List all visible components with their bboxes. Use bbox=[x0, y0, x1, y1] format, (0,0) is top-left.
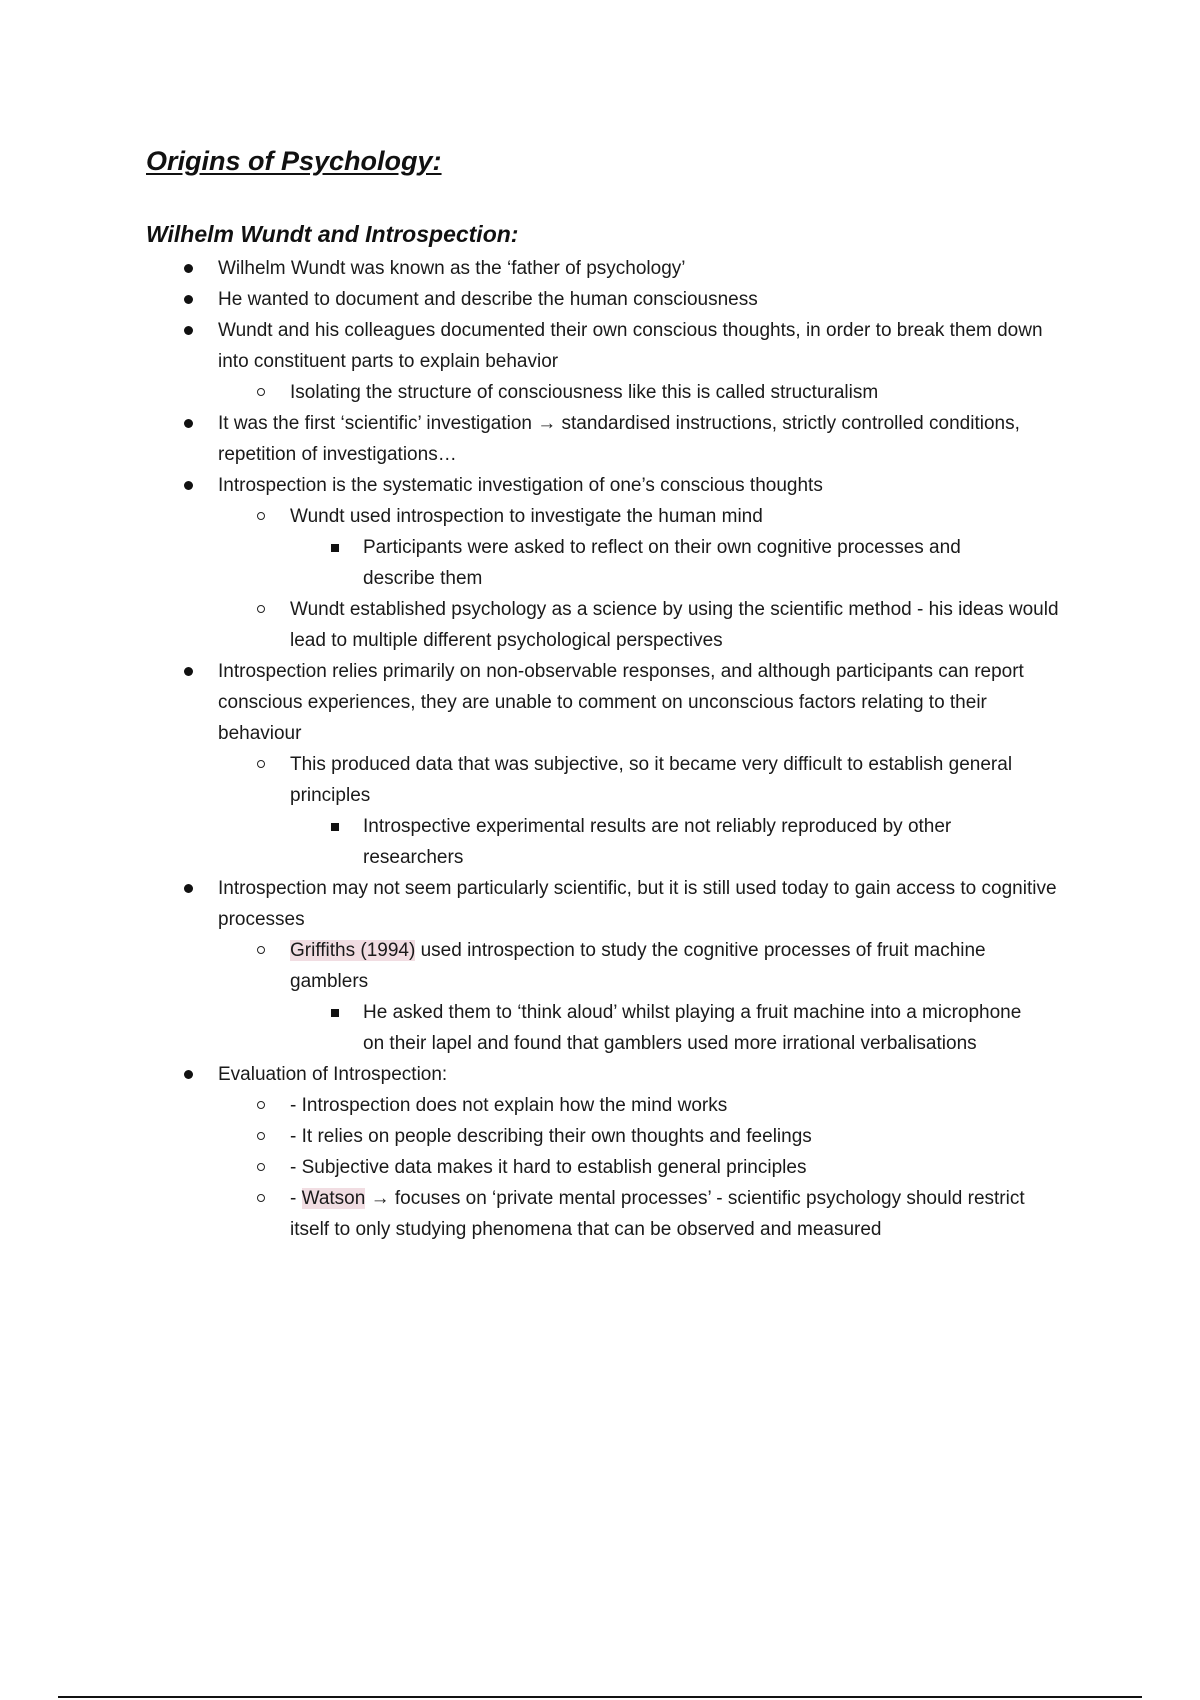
footer-rule bbox=[58, 1696, 1142, 1698]
section-heading: Wilhelm Wundt and Introspection: bbox=[146, 221, 519, 247]
text-segment: - Subjective data makes it hard to establish general principles bbox=[290, 1157, 807, 1178]
list-item bbox=[0, 811, 1023, 873]
list-item-text bbox=[218, 253, 1058, 284]
list-item bbox=[0, 935, 1060, 997]
filled-circle-bullet-icon bbox=[184, 667, 193, 676]
text-segment: He wanted to document and describe the human consciousness bbox=[218, 289, 758, 310]
filled-circle-bullet-icon bbox=[184, 481, 193, 490]
text-segment: Wundt and his colleagues documented their own conscious thoughts, in order to break them down into constituent parts to explain behavior bbox=[218, 320, 1043, 372]
highlighted-reference: Watson bbox=[301, 1188, 366, 1209]
text-segment: It was the first ‘scientific’ investigation → standardised instructions, strictly controlled conditions, repetition of investigations… bbox=[218, 413, 1020, 465]
list-item-text bbox=[218, 315, 1058, 377]
list-item-text bbox=[290, 1121, 1060, 1152]
text-segment: Evaluation of Introspection: bbox=[218, 1064, 448, 1085]
list-item bbox=[0, 408, 1058, 470]
list-item bbox=[0, 873, 1058, 935]
list-item-text bbox=[290, 935, 1060, 997]
text-segment: Wundt established psychology as a science by using the scientific method - his ideas would lead to multiple different psychological perspectives bbox=[290, 599, 1059, 651]
list-item bbox=[0, 253, 1058, 284]
list-item bbox=[0, 470, 1058, 501]
filled-square-bullet-icon bbox=[331, 1009, 339, 1017]
filled-circle-bullet-icon bbox=[184, 419, 193, 428]
list-item-text bbox=[218, 470, 1058, 501]
list-item-text bbox=[218, 873, 1058, 935]
text-segment: This produced data that was subjective, so it became very difficult to establish general principles bbox=[290, 754, 1013, 806]
list-item bbox=[0, 749, 1060, 811]
list-item bbox=[0, 1059, 1058, 1090]
list-item-text bbox=[290, 1183, 1060, 1245]
hollow-circle-bullet-icon bbox=[257, 388, 265, 396]
hollow-circle-bullet-icon bbox=[257, 1194, 265, 1202]
highlighted-reference: Griffiths (1994) bbox=[290, 940, 416, 961]
text-segment: - It relies on people describing their own thoughts and feelings bbox=[290, 1126, 812, 1147]
list-item-text bbox=[363, 532, 1023, 594]
hollow-circle-bullet-icon bbox=[257, 1101, 265, 1109]
filled-circle-bullet-icon bbox=[184, 295, 193, 304]
text-segment: He asked them to ‘think aloud’ whilst playing a fruit machine into a microphone on their lapel and found that gamblers used more irrational verbalisations bbox=[363, 1002, 1022, 1054]
hollow-circle-bullet-icon bbox=[257, 605, 265, 613]
list-item-text bbox=[290, 1090, 1060, 1121]
list-item-text bbox=[290, 594, 1060, 656]
list-item-text bbox=[218, 408, 1058, 470]
hollow-circle-bullet-icon bbox=[257, 760, 265, 768]
text-segment: Wundt used introspection to investigate the human mind bbox=[290, 506, 763, 527]
hollow-circle-bullet-icon bbox=[257, 946, 265, 954]
text-segment: Wilhelm Wundt was known as the ‘father of psychology’ bbox=[218, 258, 686, 279]
text-segment: used introspection to study the cognitive processes of fruit machine gamblers bbox=[290, 940, 986, 992]
list-item-text bbox=[290, 501, 1060, 532]
filled-circle-bullet-icon bbox=[184, 264, 193, 273]
page-title: Origins of Psychology: bbox=[146, 146, 442, 176]
list-item bbox=[0, 1090, 1060, 1121]
list-item bbox=[0, 501, 1060, 532]
list-item bbox=[0, 315, 1058, 377]
text-segment: Introspective experimental results are not reliably reproduced by other researchers bbox=[363, 816, 952, 868]
list-item bbox=[0, 532, 1023, 594]
list-item bbox=[0, 594, 1060, 656]
list-item bbox=[0, 1152, 1060, 1183]
text-segment: Participants were asked to reflect on their own cognitive processes and describe them bbox=[363, 537, 961, 589]
list-item-text bbox=[218, 1059, 1058, 1090]
hollow-circle-bullet-icon bbox=[257, 1163, 265, 1171]
list-item-text bbox=[290, 1152, 1060, 1183]
list-item bbox=[0, 284, 1058, 315]
hollow-circle-bullet-icon bbox=[257, 512, 265, 520]
list-item-text bbox=[290, 749, 1060, 811]
list-item-text bbox=[363, 997, 1023, 1059]
list-item bbox=[0, 656, 1058, 749]
filled-square-bullet-icon bbox=[331, 544, 339, 552]
text-segment: - bbox=[290, 1188, 302, 1209]
list-item bbox=[0, 997, 1023, 1059]
text-segment: Introspection relies primarily on non-observable responses, and although participants can report conscious experiences, they are unable to comment on unconscious factors relating to their behaviour bbox=[218, 661, 1024, 744]
filled-square-bullet-icon bbox=[331, 823, 339, 831]
text-segment: → focuses on ‘private mental processes’ - scientific psychology should restrict itself to only studying phenomena that can be observed and measured bbox=[290, 1188, 1025, 1240]
hollow-circle-bullet-icon bbox=[257, 1132, 265, 1140]
list-item-text bbox=[218, 284, 1058, 315]
list-item-text bbox=[218, 656, 1058, 749]
filled-circle-bullet-icon bbox=[184, 884, 193, 893]
notes-list bbox=[0, 253, 1200, 1245]
text-segment: Introspection may not seem particularly scientific, but it is still used today to gain access to cognitive processes bbox=[218, 878, 1057, 930]
text-segment: - Introspection does not explain how the mind works bbox=[290, 1095, 728, 1116]
text-segment: Isolating the structure of consciousness like this is called structuralism bbox=[290, 382, 879, 403]
list-item-text bbox=[363, 811, 1023, 873]
list-item bbox=[0, 1121, 1060, 1152]
list-item-text bbox=[290, 377, 1060, 408]
list-item bbox=[0, 377, 1060, 408]
filled-circle-bullet-icon bbox=[184, 1070, 193, 1079]
filled-circle-bullet-icon bbox=[184, 326, 193, 335]
text-segment: Introspection is the systematic investigation of one’s conscious thoughts bbox=[218, 475, 823, 496]
list-item bbox=[0, 1183, 1060, 1245]
